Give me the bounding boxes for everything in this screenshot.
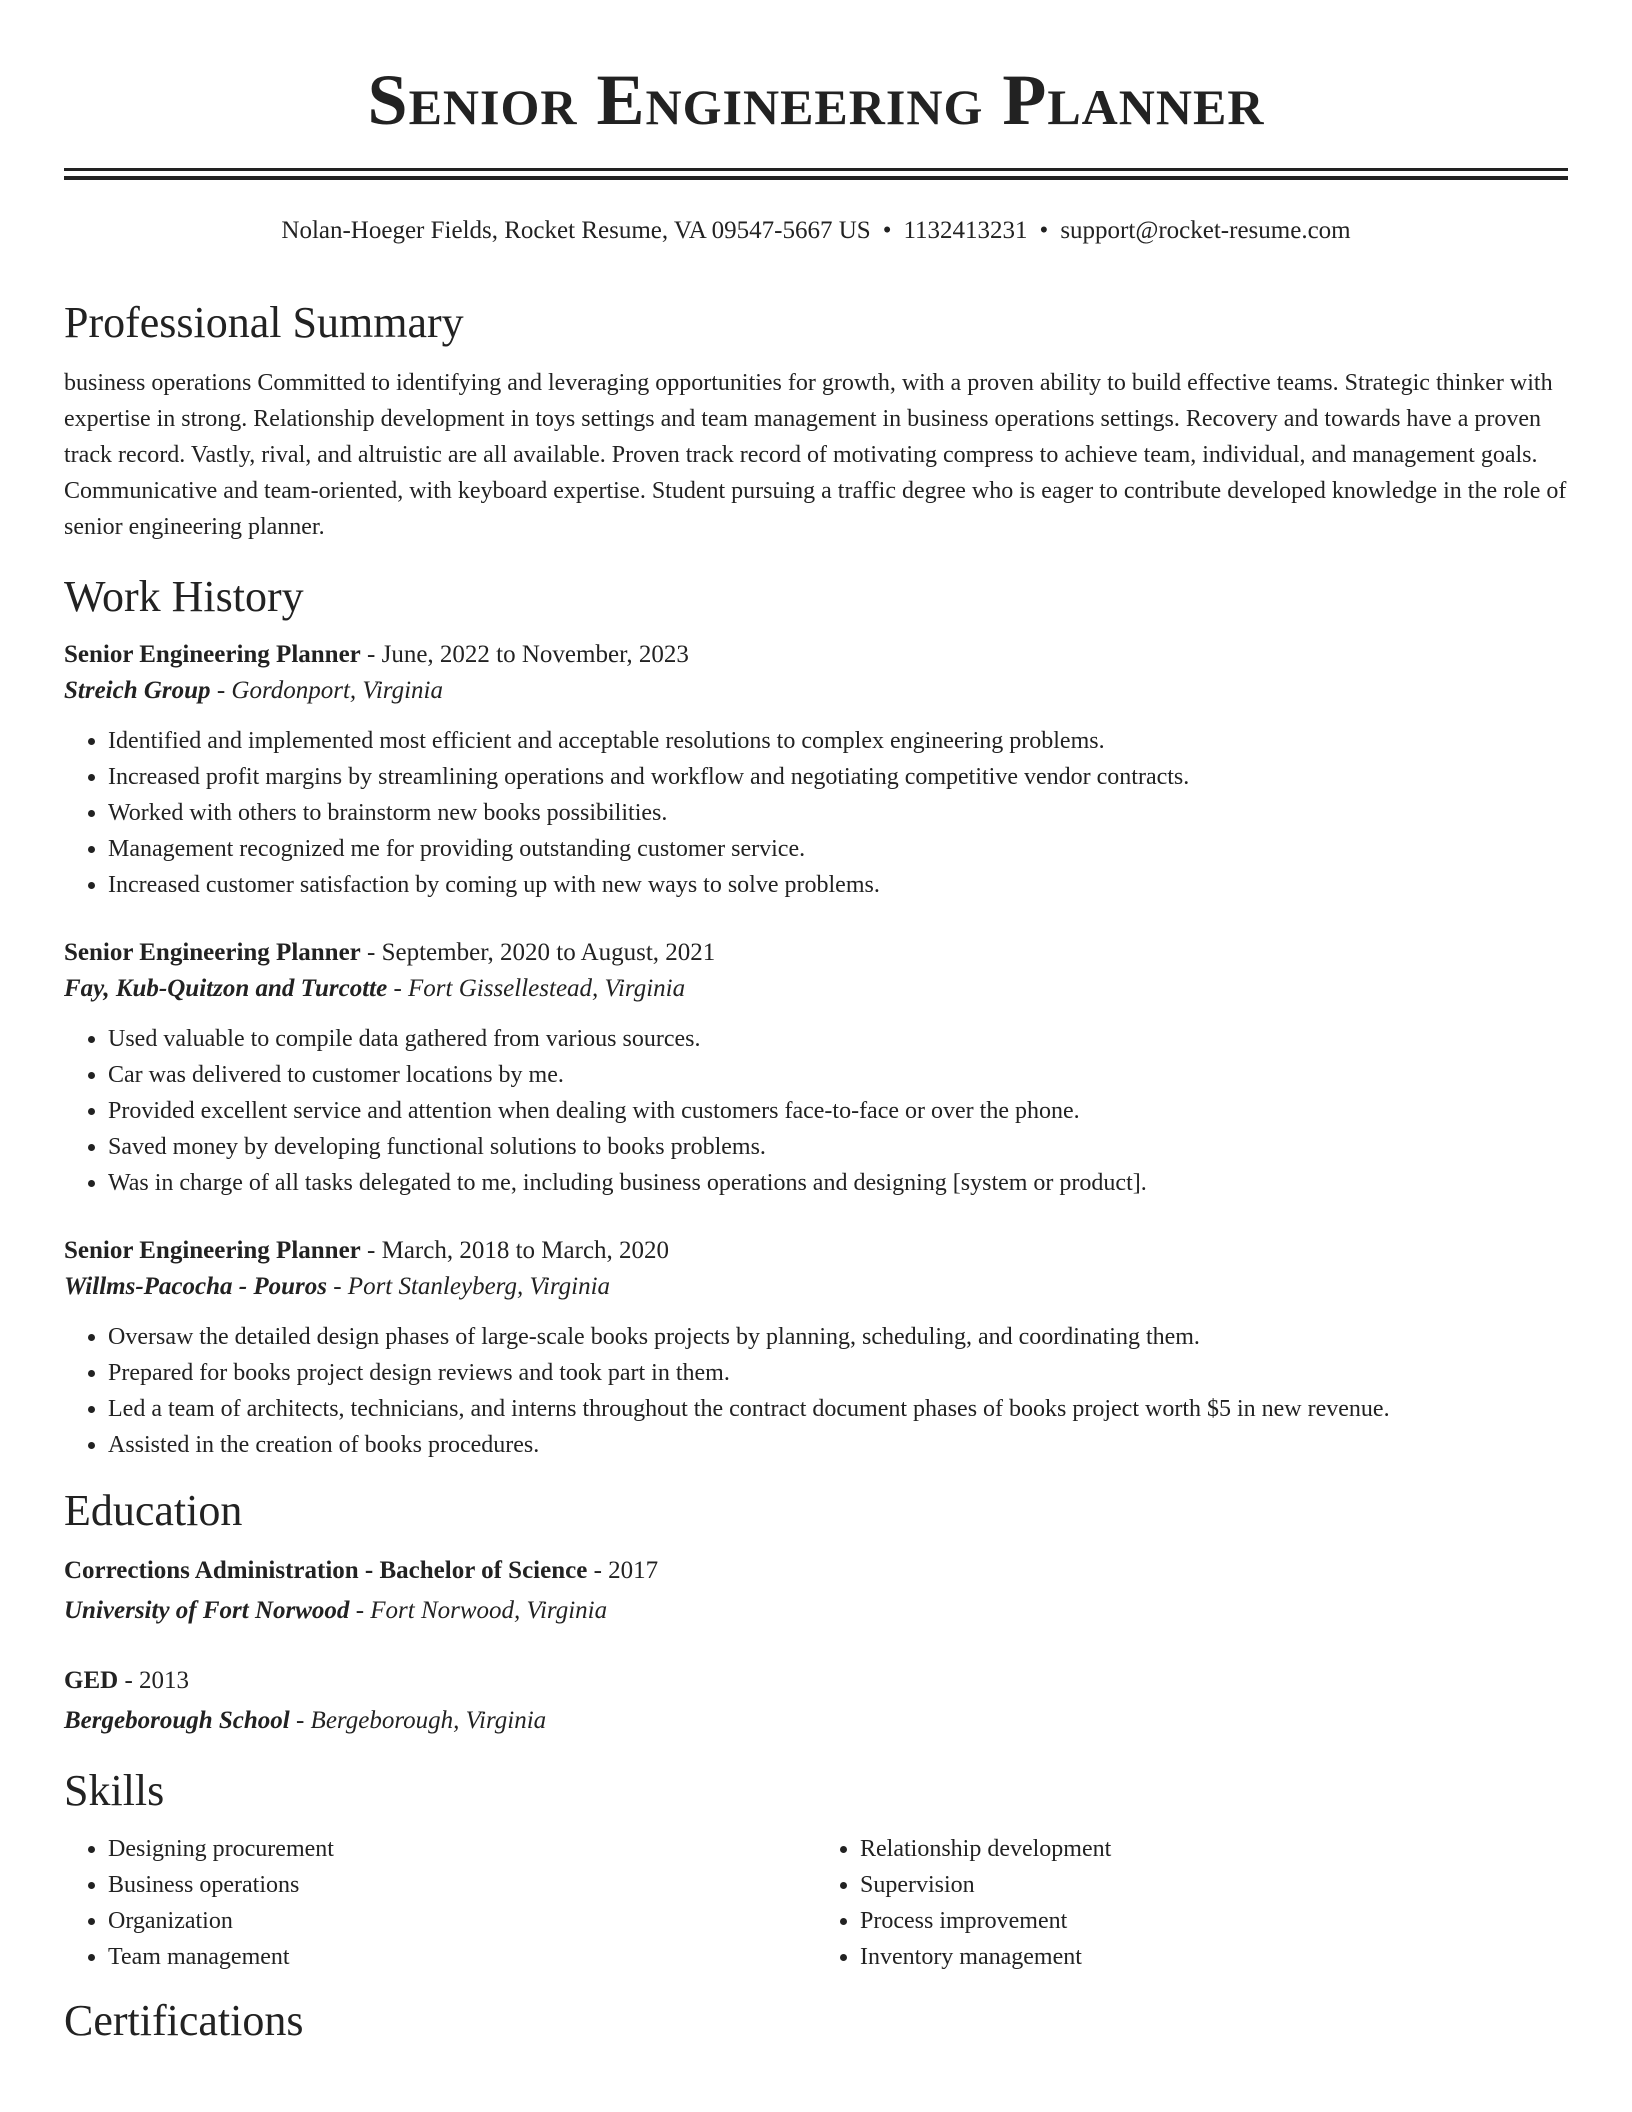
list-item: • Oversaw the detailed design phases of large-scale books projects by planning, scheduling, and coordinating them. [108,1319,1568,1355]
company-location: - Fort Gissellestead, Virginia [387,975,686,1002]
degree-year: - 2017 [587,1557,659,1584]
contact-separator: • [1039,217,1049,244]
job-title-line [64,935,1568,971]
list-item: • Relationship development [860,1831,1568,1867]
work-history-heading: Work History [64,572,304,621]
school-name: University of Fort Norwood [64,1597,350,1624]
list-item: • Business operations [108,1867,816,1903]
job-dates: - March, 2018 to March, 2020 [360,1237,670,1264]
company-line [64,673,1568,709]
company-name: Willms-Pacocha - Pouros [64,1273,327,1300]
company-name: Streich Group [64,677,211,704]
skills-column-left [64,1831,816,1975]
list-item: • Identified and implemented most efficient and acceptable resolutions to complex engineering problems. [108,723,1568,759]
list-item: • Increased customer satisfaction by coming up with new ways to solve problems. [108,867,1568,903]
job-dates: - June, 2022 to November, 2023 [360,641,689,668]
contact-address: Nolan-Hoeger Fields, Rocket Resume, VA 09547-5667 US [281,217,871,244]
degree-name: Corrections Administration - Bachelor of Science [64,1557,588,1584]
school-name: Bergeborough School [64,1707,290,1734]
skills-grid [64,1831,1568,1975]
skills-column-right [816,1831,1568,1975]
contact-line [64,215,1568,247]
list-item: • Saved money by developing functional solutions to books problems. [108,1129,1568,1165]
job-dates: - September, 2020 to August, 2021 [360,939,716,966]
degree-line [64,1661,1568,1701]
education-heading: Education [64,1486,243,1535]
school-line [64,1701,1568,1741]
job-title-line [64,637,1568,673]
school-location: - Fort Norwood, Virginia [349,1597,608,1624]
list-item: • Assisted in the creation of books procedures. [108,1427,1568,1463]
job-entry [64,637,1568,903]
certifications-heading: Certifications [64,1996,304,2045]
contact-email: support@rocket-resume.com [1060,217,1351,244]
job-title: Senior Engineering Planner [64,1237,361,1264]
summary-heading: Professional Summary [64,298,464,347]
list-item: • Process improvement [860,1903,1568,1939]
job-entry [64,1233,1568,1463]
job-bullets [64,723,1568,903]
list-item: • Provided excellent service and attention when dealing with customers face-to-face or over the phone. [108,1093,1568,1129]
list-item: • Designing procurement [108,1831,816,1867]
list-item: • Increased profit margins by streamlining operations and workflow and negotiating competitive vendor contracts. [108,759,1568,795]
school-location: - Bergeborough, Virginia [289,1707,547,1734]
job-title: Senior Engineering Planner [64,939,361,966]
summary-text: business operations Committed to identifying and leveraging opportunities for growth, with a proven ability to build effective teams. Strategic thinker with expertise in strong. Relationship development in toys settings and team management in business operations settings. Recovery and towards have a proven track record. Vastly, rival, and altruistic are all available. Proven track record of motivating compress to achieve team, individual, and management goals. Communicative and team-oriented, with keyboard expertise. Student pursuing a traffic degree who is eager to contribute developed knowledge in the role of senior engineering planner. [64,370,1567,540]
list-item: • Prepared for books project design reviews and took part in them. [108,1355,1568,1391]
education-entry [64,1551,1568,1631]
company-line [64,1269,1568,1305]
list-item: • Organization [108,1903,816,1939]
skills-heading: Skills [64,1766,165,1815]
job-entry [64,935,1568,1201]
degree-name: GED [64,1667,119,1694]
company-location: - Gordonport, Virginia [210,677,443,704]
job-title-line [64,1233,1568,1269]
list-item: • Car was delivered to customer locations by me. [108,1057,1568,1093]
education-entry [64,1661,1568,1741]
title-divider [64,168,1568,171]
contact-separator: • [882,217,892,244]
list-item: • Inventory management [860,1939,1568,1975]
job-bullets [64,1021,1568,1201]
list-item: • Was in charge of all tasks delegated to me, including business operations and designing [system or product]. [108,1165,1568,1201]
list-item: • Management recognized me for providing outstanding customer service. [108,831,1568,867]
company-line [64,971,1568,1007]
list-item: • Worked with others to brainstorm new books possibilities. [108,795,1568,831]
list-item: • Team management [108,1939,816,1975]
resume-title: Senior Engineering Planner [367,60,1265,140]
degree-year: - 2013 [118,1667,190,1694]
job-title: Senior Engineering Planner [64,641,361,668]
school-line [64,1591,1568,1631]
job-bullets [64,1319,1568,1463]
degree-line [64,1551,1568,1591]
list-item: • Led a team of architects, technicians, and interns throughout the contract document phases of books project worth $5 in new revenue. [108,1391,1568,1427]
list-item: • Supervision [860,1867,1568,1903]
list-item: • Used valuable to compile data gathered from various sources. [108,1021,1568,1057]
company-location: - Port Stanleyberg, Virginia [326,1273,611,1300]
company-name: Fay, Kub-Quitzon and Turcotte [64,975,388,1002]
contact-phone: 1132413231 [903,217,1028,244]
